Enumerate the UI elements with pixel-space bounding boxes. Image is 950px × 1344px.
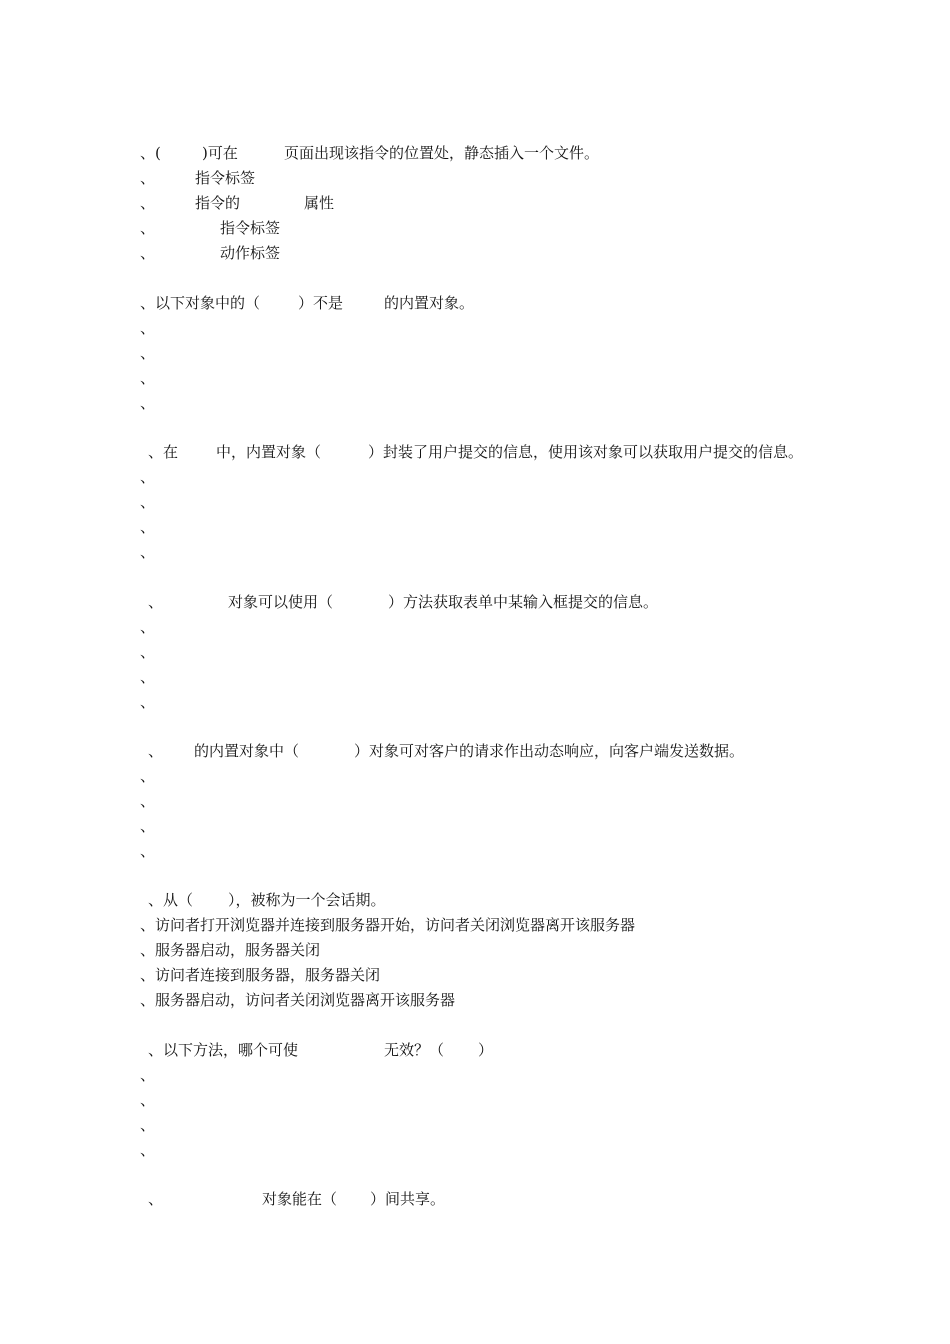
option-marker: 、 bbox=[140, 792, 156, 810]
question-1-option-c bbox=[140, 218, 281, 238]
question-3-stem-part-2: 中，内置对象（ bbox=[216, 443, 322, 461]
question-2-stem bbox=[140, 293, 475, 313]
question-1-option-d bbox=[140, 243, 281, 263]
question-7-stem-part-2: 无效？（ bbox=[384, 1041, 445, 1059]
option-text: 、访问者连接到服务器，服务器关闭 bbox=[140, 966, 381, 984]
question-4-stem-part-2: 对象可以使用（ bbox=[228, 593, 334, 611]
question-8-stem-part-3: ）间共享。 bbox=[370, 1190, 446, 1208]
question-5-stem-part-1: 、 bbox=[148, 742, 164, 760]
question-2-stem-part-1: 、以下对象中的（ bbox=[140, 294, 261, 312]
option-marker: 、 bbox=[140, 1091, 156, 1109]
option-marker: 、 bbox=[140, 618, 156, 636]
question-8-stem-part-1: 、 bbox=[148, 1190, 164, 1208]
option-marker: 、 bbox=[140, 693, 156, 711]
option-marker: 、 bbox=[140, 668, 156, 686]
option-marker: 、 bbox=[140, 219, 156, 237]
option-text: 、服务器启动，访问者关闭浏览器离开该服务器 bbox=[140, 991, 456, 1009]
question-3-stem bbox=[148, 442, 804, 462]
question-6-stem-part-2: ），被称为一个会话期。 bbox=[228, 891, 386, 909]
question-5-stem-part-3: ）对象可对客户的请求作出动态响应，向客户端发送数据。 bbox=[354, 742, 745, 760]
option-text: 指令标签 bbox=[195, 169, 256, 187]
question-1-stem-part-3: 页面出现该指令的位置处，静态插入一个文件。 bbox=[284, 144, 600, 162]
question-3-stem-part-1: 、在 bbox=[148, 443, 179, 461]
option-text: 、访问者打开浏览器并连接到服务器开始，访问者关闭浏览器离开该服务器 bbox=[140, 916, 636, 934]
question-7-stem-part-3: ） bbox=[478, 1041, 494, 1059]
option-marker: 、 bbox=[140, 169, 156, 187]
option-text: 指令标签 bbox=[220, 219, 281, 237]
question-6-stem bbox=[148, 890, 386, 910]
option-marker: 、 bbox=[140, 518, 156, 536]
question-1-stem bbox=[140, 143, 600, 163]
option-marker: 、 bbox=[140, 842, 156, 860]
option-marker: 、 bbox=[140, 344, 156, 362]
option-text-suffix: 属性 bbox=[304, 194, 335, 212]
option-text: 动作标签 bbox=[220, 244, 281, 262]
question-7-stem bbox=[148, 1040, 494, 1060]
question-2-stem-part-3: 的内置对象。 bbox=[384, 294, 475, 312]
question-6-stem-part-1: 、从（ bbox=[148, 891, 194, 909]
option-text: 、服务器启动，服务器关闭 bbox=[140, 941, 321, 959]
question-1-option-b bbox=[140, 193, 335, 213]
question-5-stem bbox=[148, 741, 745, 761]
option-marker: 、 bbox=[140, 1141, 156, 1159]
question-1-stem-part-1: 、( bbox=[140, 144, 161, 162]
option-marker: 、 bbox=[140, 817, 156, 835]
option-marker: 、 bbox=[140, 1116, 156, 1134]
option-marker: 、 bbox=[140, 244, 156, 262]
option-marker: 、 bbox=[140, 493, 156, 511]
option-text: 指令的 bbox=[195, 194, 241, 212]
option-marker: 、 bbox=[140, 543, 156, 561]
option-marker: 、 bbox=[140, 1066, 156, 1084]
question-1-option-a bbox=[140, 168, 256, 188]
question-4-stem bbox=[148, 592, 659, 612]
option-marker: 、 bbox=[140, 369, 156, 387]
question-2-stem-part-2: ）不是 bbox=[298, 294, 344, 312]
question-4-stem-part-1: 、 bbox=[148, 593, 164, 611]
question-7-stem-part-1: 、以下方法，哪个可使 bbox=[148, 1041, 299, 1059]
option-marker: 、 bbox=[140, 394, 156, 412]
question-5-stem-part-2: 的内置对象中（ bbox=[194, 742, 300, 760]
question-8-stem bbox=[148, 1189, 446, 1209]
option-marker: 、 bbox=[140, 767, 156, 785]
question-4-stem-part-3: ）方法获取表单中某输入框提交的信息。 bbox=[388, 593, 659, 611]
option-marker: 、 bbox=[140, 194, 156, 212]
option-marker: 、 bbox=[140, 468, 156, 486]
question-8-stem-part-2: 对象能在（ bbox=[262, 1190, 338, 1208]
question-1-stem-part-2: )可在 bbox=[202, 144, 238, 162]
question-3-stem-part-3: ）封装了用户提交的信息，使用该对象可以获取用户提交的信息。 bbox=[368, 443, 804, 461]
option-marker: 、 bbox=[140, 643, 156, 661]
option-marker: 、 bbox=[140, 319, 156, 337]
